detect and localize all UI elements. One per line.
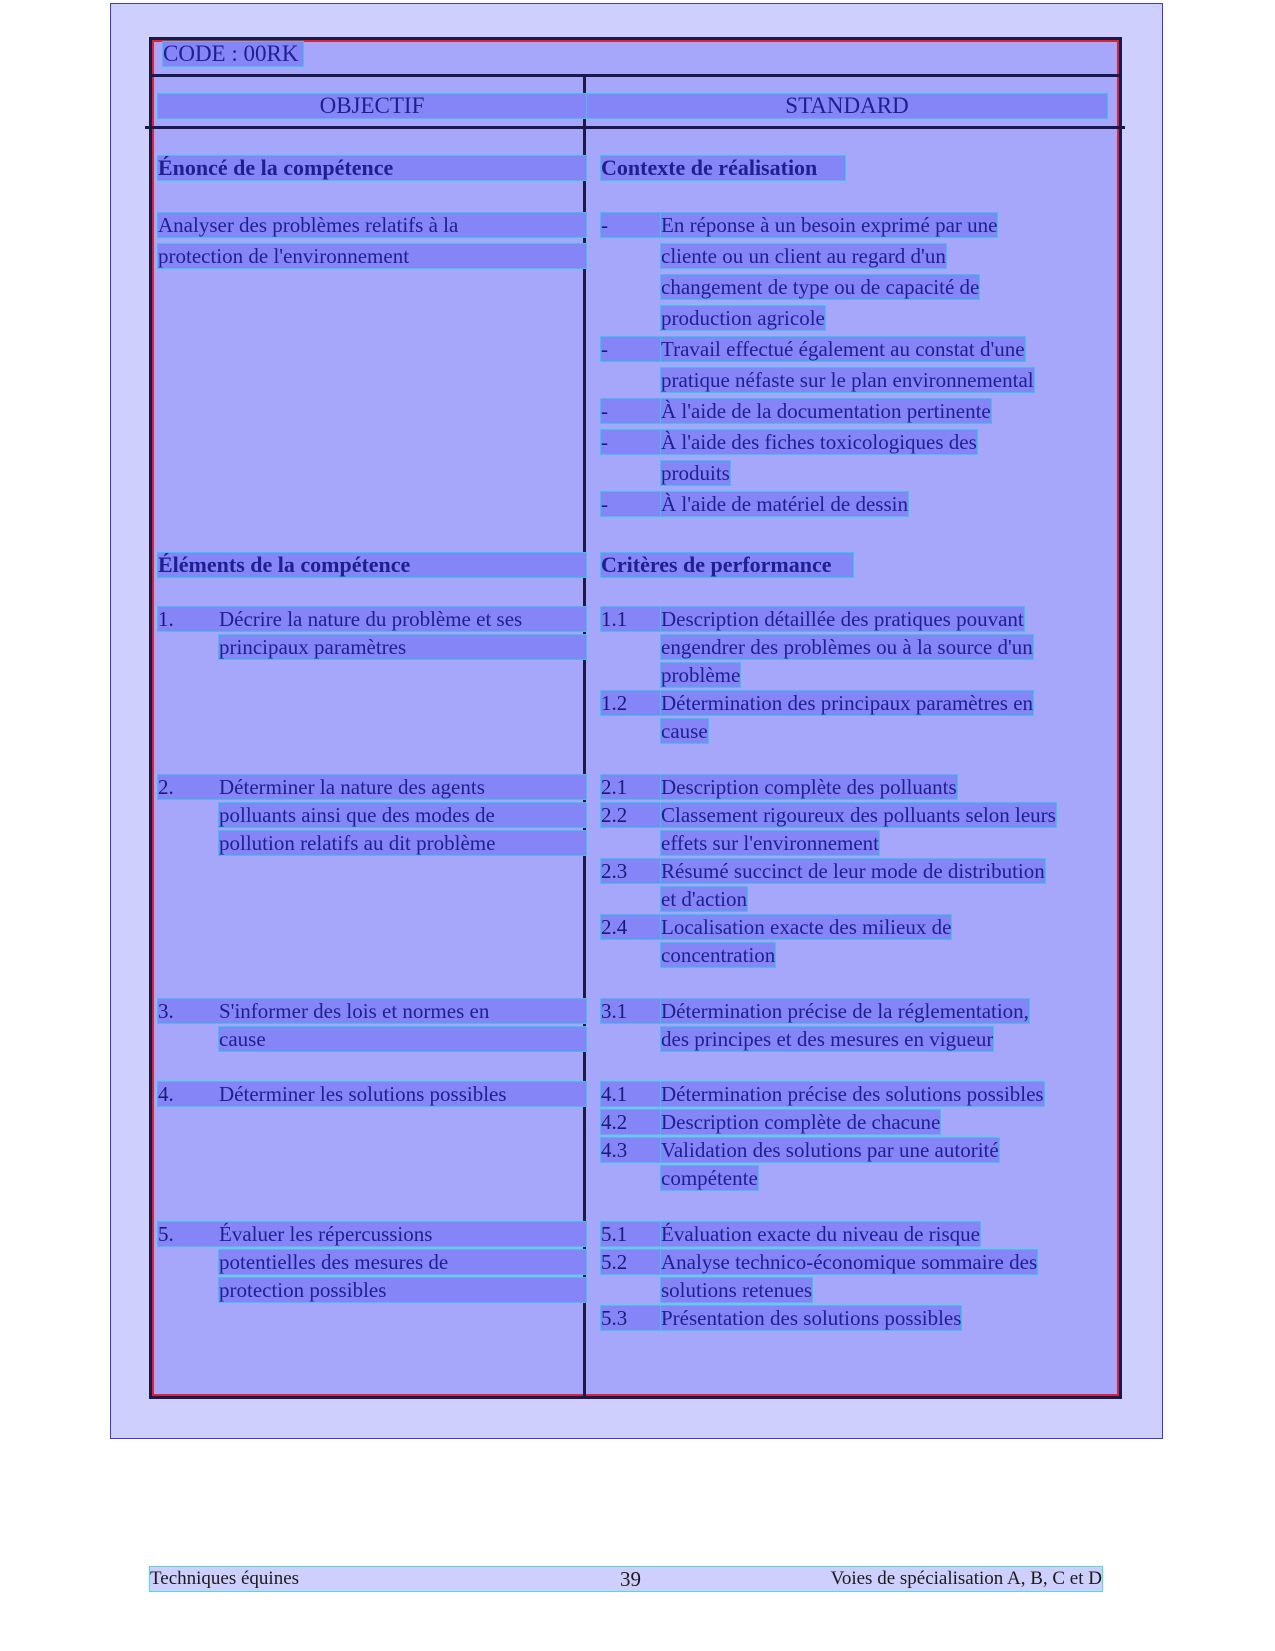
criterion-line: effets sur l'environnement bbox=[661, 831, 879, 855]
criterion-number: 2.4 bbox=[601, 915, 661, 939]
context-line: À l'aide de la documentation pertinente bbox=[661, 399, 991, 423]
criterion-line: Description complète des polluants bbox=[661, 775, 957, 799]
enonce-line: protection de l'environnement bbox=[158, 244, 586, 268]
criterion-line: Détermination précise des solutions possibles bbox=[661, 1082, 1044, 1106]
heading-elements: Éléments de la compétence bbox=[158, 553, 586, 577]
element-number: 5. bbox=[158, 1222, 586, 1246]
heading-enonce: Énoncé de la compétence bbox=[158, 156, 586, 180]
context-line: En réponse à un besoin exprimé par une bbox=[661, 213, 998, 237]
element-line: potentielles des mesures de bbox=[219, 1250, 586, 1274]
criterion-number: 5.2 bbox=[601, 1250, 661, 1274]
criterion-line: engendrer des problèmes ou à la source d'un bbox=[661, 635, 1033, 659]
criterion-line: Description détaillée des pratiques pouvant bbox=[661, 607, 1024, 631]
criterion-line: concentration bbox=[661, 943, 776, 967]
rule-below-code bbox=[149, 74, 1122, 77]
criterion-number: 5.3 bbox=[601, 1306, 661, 1330]
footer-program: Techniques équines bbox=[150, 1568, 300, 1589]
criterion-line: Détermination précise de la réglementation, bbox=[661, 999, 1029, 1023]
code-label: CODE : 00RK bbox=[163, 42, 303, 66]
context-line: produits bbox=[661, 461, 730, 485]
criterion-line: des principes et des mesures en vigueur bbox=[661, 1027, 994, 1051]
criterion-line: Détermination des principaux paramètres en bbox=[661, 691, 1034, 715]
criterion-number: 5.1 bbox=[601, 1222, 661, 1246]
criterion-line: Analyse technico-économique sommaire des bbox=[661, 1250, 1038, 1274]
element-number: 2. bbox=[158, 775, 586, 799]
context-bullet: - bbox=[601, 399, 661, 423]
context-line: changement de type ou de capacité de bbox=[661, 275, 980, 299]
criterion-number: 4.1 bbox=[601, 1082, 661, 1106]
criterion-line: Résumé succinct de leur mode de distribution bbox=[661, 859, 1045, 883]
context-line: cliente ou un client au regard d'un bbox=[661, 244, 946, 268]
criterion-line: Évaluation exacte du niveau de risque bbox=[661, 1222, 980, 1246]
criterion-line: cause bbox=[661, 719, 708, 743]
context-bullet: - bbox=[601, 337, 661, 361]
element-line: principaux paramètres bbox=[219, 635, 586, 659]
context-line: À l'aide des fiches toxicologiques des bbox=[661, 430, 977, 454]
column-header-standard: STANDARD bbox=[587, 94, 1107, 118]
element-line: cause bbox=[219, 1027, 586, 1051]
criterion-line: Classement rigoureux des polluants selon leurs bbox=[661, 803, 1056, 827]
context-line: Travail effectué également au constat d'une bbox=[661, 337, 1025, 361]
criterion-line: et d'action bbox=[661, 887, 747, 911]
criterion-number: 2.2 bbox=[601, 803, 661, 827]
criterion-line: Validation des solutions par une autorité bbox=[661, 1138, 999, 1162]
column-divider bbox=[583, 74, 586, 1396]
element-number: 3. bbox=[158, 999, 586, 1023]
element-line: S'informer des lois et normes en bbox=[219, 999, 490, 1023]
criterion-number: 4.2 bbox=[601, 1110, 661, 1134]
element-line: Décrire la nature du problème et ses bbox=[219, 607, 523, 631]
enonce-line: Analyser des problèmes relatifs à la bbox=[158, 213, 586, 237]
criterion-number: 4.3 bbox=[601, 1138, 661, 1162]
element-line: polluants ainsi que des modes de bbox=[219, 803, 586, 827]
element-number: 4. bbox=[158, 1082, 586, 1106]
criterion-line: Description complète de chacune bbox=[661, 1110, 941, 1134]
context-line: pratique néfaste sur le plan environnemental bbox=[661, 368, 1034, 392]
page-footer bbox=[150, 1567, 1102, 1591]
criterion-line: compétente bbox=[661, 1166, 758, 1190]
criterion-line: Localisation exacte des milieux de bbox=[661, 915, 952, 939]
criterion-number: 2.1 bbox=[601, 775, 661, 799]
element-line: Évaluer les répercussions bbox=[219, 1222, 433, 1246]
context-bullet: - bbox=[601, 213, 661, 237]
context-line: production agricole bbox=[661, 306, 825, 330]
column-header-objectif: OBJECTIF bbox=[158, 94, 586, 118]
context-bullet: - bbox=[601, 430, 661, 454]
context-line: À l'aide de matériel de dessin bbox=[661, 492, 908, 516]
rule-below-headers bbox=[145, 126, 1125, 129]
element-line: pollution relatifs au dit problème bbox=[219, 831, 586, 855]
criterion-line: problème bbox=[661, 663, 741, 687]
heading-contexte: Contexte de réalisation bbox=[601, 156, 845, 180]
context-bullet: - bbox=[601, 492, 661, 516]
footer-specialisation: Voies de spécialisation A, B, C et D bbox=[830, 1568, 1102, 1589]
element-number: 1. bbox=[158, 607, 586, 631]
criterion-line: solutions retenues bbox=[661, 1278, 813, 1302]
criterion-number: 2.3 bbox=[601, 859, 661, 883]
heading-criteres: Critères de performance bbox=[601, 553, 853, 577]
element-line: Déterminer la nature des agents bbox=[219, 775, 485, 799]
criterion-number: 3.1 bbox=[601, 999, 661, 1023]
page-number: 39 bbox=[620, 1567, 641, 1591]
element-line: protection possibles bbox=[219, 1278, 586, 1302]
element-line: Déterminer les solutions possibles bbox=[219, 1082, 507, 1106]
criterion-line: Présentation des solutions possibles bbox=[661, 1306, 962, 1330]
criterion-number: 1.2 bbox=[601, 691, 661, 715]
criterion-number: 1.1 bbox=[601, 607, 661, 631]
